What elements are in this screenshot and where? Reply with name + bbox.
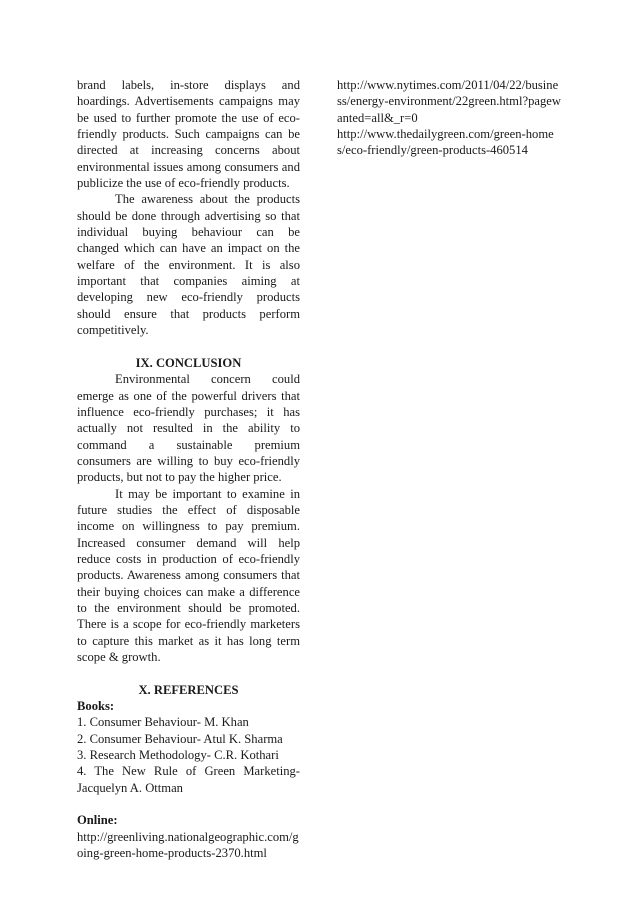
right-column bbox=[337, 77, 562, 159]
conclusion-paragraph-1: Environmental concern could emerge as one of the powerful drivers that influence eco-friendly purchases; it has actually not resulted in the ability to command a sustainable premium consumers are willing to buy eco-friendly products, but not to pay the higher price. bbox=[77, 372, 300, 485]
left-column bbox=[77, 77, 300, 862]
online-label: Online: bbox=[77, 813, 118, 828]
section-spacer bbox=[77, 796, 300, 812]
awareness-paragraph: The awareness about the products should be done through advertising so that individual buying behaviour can be changed which can have an impact on the welfare of the environment. It is also important that companies aiming at developing new eco-friendly products should ensure that products perform competitively. bbox=[77, 192, 300, 338]
section-spacer bbox=[77, 339, 300, 355]
book-reference-3: 3. Research Methodology- C.R. Kothari bbox=[77, 748, 279, 763]
book-reference-1: 1. Consumer Behaviour- M. Khan bbox=[77, 715, 249, 730]
conclusion-heading: IX. CONCLUSION bbox=[135, 355, 242, 370]
online-reference-url-3: http://www.thedailygreen.com/green-homes/eco-friendly/green-products-460514 bbox=[337, 127, 554, 158]
references-heading: X. REFERENCES bbox=[138, 682, 239, 697]
book-reference-2: 2. Consumer Behaviour- Atul K. Sharma bbox=[77, 731, 283, 746]
conclusion-paragraph-2: It may be important to examine in future studies the effect of disposable income on willingness to pay premium. Increased consumer demand will help reduce costs in production of eco-friendly products. Awareness among consumers that their buying choices can make a difference to the environment should be promoted. There is a scope for eco-friendly marketers to capture this market as it has long term scope & growth. bbox=[77, 486, 300, 665]
online-reference-url-1: http://greenliving.nationalgeographic.com/going-green-home-products-2370.html bbox=[77, 829, 299, 861]
book-reference-4: 4. The New Rule of Green Marketing- Jacquelyn A. Ottman bbox=[77, 764, 300, 795]
intro-paragraph: brand labels, in-store displays and hoardings. Advertisements campaigns may be used to further promote the use of eco-friendly products. Such campaigns can be directed at increasing concerns about environmental issues among consumers and publicize the use of eco-friendly products. bbox=[77, 78, 300, 191]
online-reference-url-2: http://www.nytimes.com/2011/04/22/business/energy-environment/22green.html?pagewanted=all&_r=0 bbox=[337, 78, 561, 125]
section-spacer bbox=[77, 665, 300, 681]
books-label: Books: bbox=[77, 699, 115, 714]
